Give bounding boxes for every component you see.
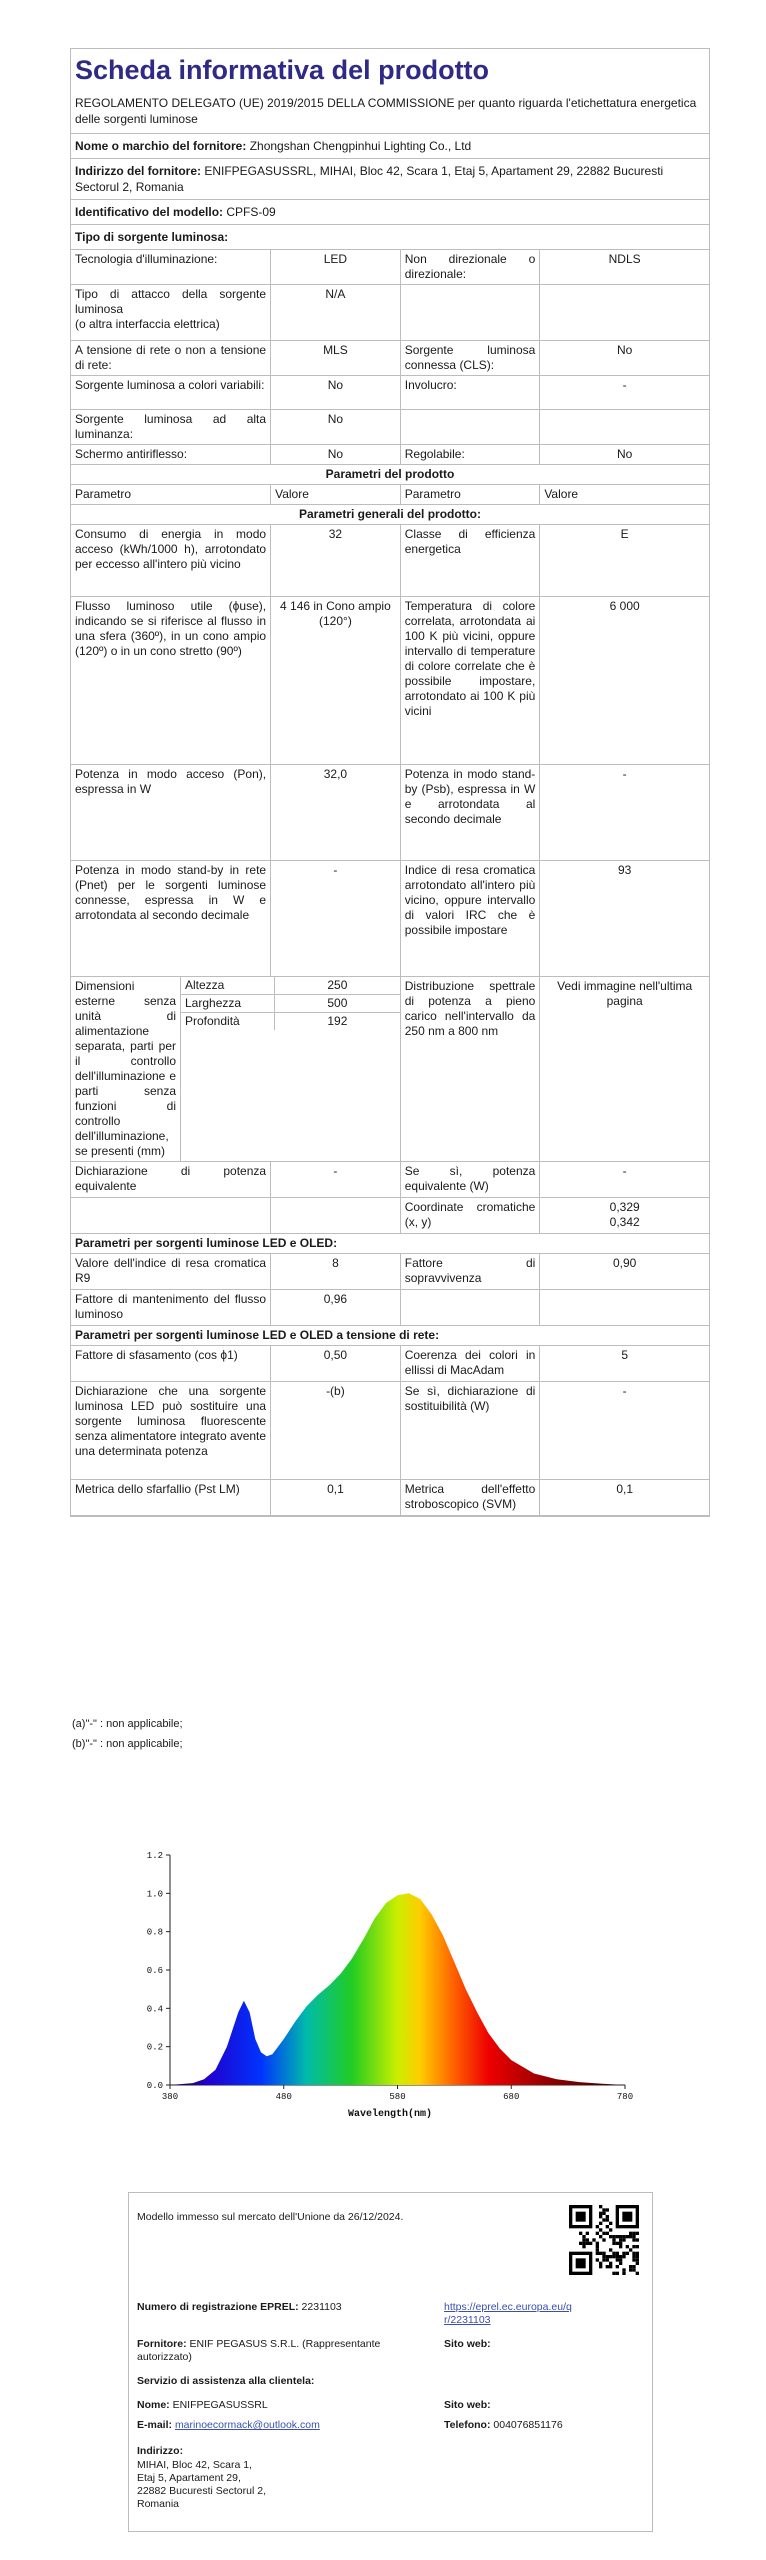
param-label: Metrica dell'effetto stroboscopico (SVM) [400, 1480, 540, 1516]
table-row [71, 1254, 709, 1290]
y-tick-label: 0.0 [146, 2081, 163, 2091]
param-label: Se sì, dichiarazione di sostituibilità (W) [400, 1382, 540, 1480]
param-value: - [271, 861, 401, 977]
param-value: 0,329 0,342 [540, 1198, 709, 1234]
table-row [71, 465, 709, 485]
product-information-sheet [70, 48, 710, 1517]
x-tick-label: 780 [616, 2092, 634, 2102]
table-row [71, 1290, 709, 1326]
param-label: Involucro: [400, 376, 540, 410]
footnote-a: (a)"-" : non applicabile; [72, 1718, 183, 1730]
param-label [400, 410, 540, 445]
dimension-value: 250 [327, 978, 348, 992]
x-tick-label: 580 [389, 2092, 406, 2102]
model-id-label: Identificativo del modello: [75, 205, 224, 219]
spd-label: Distribuzione spettrale di potenza a pieno carico nell'intervallo da 250 nm a 800 nm [400, 977, 540, 1162]
table-row [71, 376, 709, 410]
param-label: Non direzionale o direzionale: [400, 250, 540, 285]
column-header: Valore [540, 485, 709, 505]
param-value: -(b) [271, 1382, 401, 1480]
column-header: Parametro [400, 485, 540, 505]
param-value: 0,1 [271, 1480, 401, 1516]
dimensions-label: Dimensioni esterne senza unità di alimentazione separata, parti per il controllo dell'illuminazione e parti senza funzioni di controllo dell'illuminazione, se presenti (mm) [71, 977, 181, 1161]
table-row [71, 341, 709, 376]
x-tick-label: 480 [275, 2092, 292, 2102]
param-value: 32 [271, 525, 401, 597]
dimension-label: Profondità [181, 1013, 275, 1030]
source-type-heading: Tipo di sorgente luminosa: [71, 225, 709, 250]
y-tick-label: 1.2 [146, 1851, 163, 1861]
param-value [540, 410, 709, 445]
param-label: Temperatura di colore correlata, arrotondata ai 100 K più vicini, oppure intervallo di temperature di colore correlate che è possibile impostare, arrotondato ai 100 K più vicini [400, 597, 540, 765]
customer-service-label: Servizio di assistenza alla clientela: [137, 2375, 315, 2387]
param-label: Tipo di attacco della sorgente luminosa (o altra interfaccia elettrica) [71, 285, 271, 341]
param-label: Sorgente luminosa ad alta luminanza: [71, 410, 271, 445]
y-tick-label: 0.2 [146, 2042, 163, 2053]
spd-value: Vedi immagine nell'ultima pagina [540, 977, 709, 1162]
param-label: Potenza in modo stand-by (Psb), espressa in W e arrotondata al secondo decimale [400, 765, 540, 861]
param-label: Indice di resa cromatica arrotondato all'intero più vicino, oppure intervallo di valori IRC che è possibile impostare [400, 861, 540, 977]
param-value: 93 [540, 861, 709, 977]
header [71, 49, 709, 134]
param-label: Potenza in modo stand-by in rete (Pnet) per le sorgenti luminose connesse, espressa in W e arrotondata al secondo decimale [71, 861, 271, 977]
table-row [71, 250, 709, 285]
general-params-heading: Parametri generali del prodotto: [71, 505, 709, 525]
param-value: E [540, 525, 709, 597]
regulation-text: REGOLAMENTO DELEGATO (UE) 2019/2015 DELLA COMMISSIONE per quanto riguarda l'etichettatura energetica delle sorgenti luminose [75, 96, 697, 126]
dimension-line [181, 977, 400, 995]
eprel-label: Numero di registrazione EPREL: [137, 2301, 299, 2313]
address-line: Romania [137, 2498, 180, 2510]
param-label: Schermo antiriflesso: [71, 445, 271, 465]
param-value: - [540, 1162, 709, 1198]
param-value: - [540, 376, 709, 410]
page-title: Scheda informativa del prodotto [75, 55, 490, 85]
dimensions-cell [71, 977, 400, 1162]
eprel-link[interactable]: https://eprel.ec.europa.eu/qr/2231103 [444, 2301, 572, 2326]
footnote-b: (b)"-" : non applicabile; [72, 1738, 183, 1750]
dimension-label: Altezza [181, 977, 275, 994]
address-line: 22882 Bucuresti Sectorul 2, [137, 2485, 266, 2497]
address-block [137, 2459, 266, 2511]
qr-code-icon[interactable] [569, 2205, 639, 2275]
supplier-name-row [71, 134, 709, 159]
table-row [71, 505, 709, 525]
param-label [400, 1290, 540, 1326]
email-label: E-mail: [137, 2419, 173, 2431]
table-row [71, 1382, 709, 1480]
param-value: 4 146 in Cono ampio (120°) [271, 597, 401, 765]
address-line: Etaj 5, Apartament 29, [137, 2472, 241, 2484]
param-value: 0,1 [540, 1480, 709, 1516]
param-value [540, 285, 709, 341]
param-value: MLS [271, 341, 401, 376]
param-value: 32,0 [271, 765, 401, 861]
param-label: Dichiarazione di potenza equivalente [71, 1162, 271, 1198]
param-label: Fattore di sfasamento (cos ϕ1) [71, 1346, 271, 1382]
market-note: Modello immesso sul mercato dell'Unione da 26/12/2024. [137, 2211, 404, 2223]
param-value: NDLS [540, 250, 709, 285]
table-row [71, 765, 709, 861]
param-label: Coerenza dei colori in ellissi di MacAdam [400, 1346, 540, 1382]
eu-registration-box [128, 2192, 653, 2532]
footnotes [72, 1714, 183, 1754]
table-row [71, 1198, 709, 1234]
eprel-value: 2231103 [301, 2301, 342, 2313]
param-value: No [271, 376, 401, 410]
param-label: Classe di efficienza energetica [400, 525, 540, 597]
table-row [71, 1326, 709, 1346]
column-header: Valore [271, 485, 401, 505]
website-label-1: Sito web: [444, 2338, 491, 2350]
supplier-address-label: Indirizzo del fornitore: [75, 164, 201, 178]
x-tick-label: 380 [161, 2092, 179, 2102]
dimension-label: Larghezza [181, 995, 275, 1012]
param-value [271, 1198, 401, 1234]
table-row [71, 485, 709, 505]
param-value: No [540, 445, 709, 465]
table-row [71, 861, 709, 977]
table-row [71, 1234, 709, 1254]
y-tick-label: 0.6 [146, 1966, 163, 1976]
table-row [71, 445, 709, 465]
dimensions-row [71, 977, 709, 1162]
param-label: Valore dell'indice di resa cromatica R9 [71, 1254, 271, 1290]
param-value: 0,90 [540, 1254, 709, 1290]
contact-name-value: ENIFPEGASUSSRL [172, 2399, 268, 2411]
supplier-address-value: ENIFPEGASUSSRL, MIHAI, Bloc 42, Scara 1, Etaj 5, Apartament 29, 22882 Bucuresti Sectorul 2, Romania [75, 164, 664, 194]
email-link[interactable]: marinoecormack@outlook.com [174, 2419, 320, 2431]
table-row [71, 285, 709, 341]
column-header: Parametro [71, 485, 271, 505]
param-value: No [271, 410, 401, 445]
website-label-2: Sito web: [444, 2399, 491, 2411]
y-tick-label: 0.4 [146, 2004, 163, 2015]
led-params-heading: Parametri per sorgenti luminose LED e OLED: [71, 1234, 709, 1254]
table-row [71, 1480, 709, 1516]
param-value: No [540, 341, 709, 376]
param-label: Sorgente luminosa connessa (CLS): [400, 341, 540, 376]
param-label: Fattore di sopravvivenza [400, 1254, 540, 1290]
contact-name-label: Nome: [137, 2399, 170, 2411]
table-row [71, 597, 709, 765]
dimension-value: 500 [327, 996, 348, 1010]
param-label: Consumo di energia in modo acceso (kWh/1000 h), arrotondato per eccesso all'intero più vicino [71, 525, 271, 597]
dimension-value: 192 [327, 1014, 348, 1028]
model-id-row [71, 200, 709, 225]
param-label: Sorgente luminosa a colori variabili: [71, 376, 271, 410]
param-value: N/A [271, 285, 401, 341]
param-value: - [540, 1382, 709, 1480]
param-value: - [271, 1162, 401, 1198]
supplier-name-label: Nome o marchio del fornitore: [75, 139, 247, 153]
param-label: Dichiarazione che una sorgente luminosa LED può sostituire una sorgente luminosa fluorescente senza alimentatore integrato avente una determinata potenza [71, 1382, 271, 1480]
param-label: Tecnologia d'illuminazione: [71, 250, 271, 285]
param-label [400, 285, 540, 341]
param-value: No [271, 445, 401, 465]
table-row [71, 1162, 709, 1198]
y-tick-label: 0.8 [146, 1927, 163, 1938]
param-value: 6 000 [540, 597, 709, 765]
param-label: A tensione di rete o non a tensione di rete: [71, 341, 271, 376]
supplier-address-row [71, 159, 709, 200]
spectral-distribution-chart [130, 1840, 640, 2125]
model-id-value: CPFS-09 [226, 205, 276, 219]
param-value: 8 [271, 1254, 401, 1290]
param-value: 0,96 [271, 1290, 401, 1326]
mains-params-heading: Parametri per sorgenti luminose LED e OLED a tensione di rete: [71, 1326, 709, 1346]
param-label: Se sì, potenza equivalente (W) [400, 1162, 540, 1198]
params-heading: Parametri del prodotto [71, 465, 709, 485]
param-value [540, 1290, 709, 1326]
param-label: Regolabile: [400, 445, 540, 465]
supplier-name-value: Zhongshan Chengpinhui Lighting Co., Ltd [249, 139, 472, 153]
phone-label: Telefono: [444, 2419, 491, 2431]
param-label [71, 1198, 271, 1234]
supplier-label-eu: Fornitore: [137, 2338, 187, 2350]
phone-value: 004076851176 [493, 2419, 563, 2431]
table-row [71, 1346, 709, 1382]
table-row [71, 410, 709, 445]
param-value: 5 [540, 1346, 709, 1382]
x-axis-label: Wavelength(nm) [347, 2109, 433, 2120]
param-label: Coordinate cromatiche (x, y) [400, 1198, 540, 1234]
param-value: - [540, 765, 709, 861]
address-line: MIHAI, Bloc 42, Scara 1, [137, 2459, 252, 2471]
x-tick-label: 680 [503, 2092, 520, 2102]
spectrum-area [170, 1893, 625, 2085]
param-value: 0,50 [271, 1346, 401, 1382]
supplier-value-eu: ENIF PEGASUS S.R.L. (Rappresentante autorizzato) [137, 2338, 381, 2363]
param-value: LED [271, 250, 401, 285]
param-label: Metrica dello sfarfallio (Pst LM) [71, 1480, 271, 1516]
dimension-line [181, 995, 400, 1013]
address-label: Indirizzo: [137, 2445, 184, 2457]
spec-table [71, 250, 709, 1516]
table-row [71, 525, 709, 597]
param-label: Potenza in modo acceso (Pon), espressa in W [71, 765, 271, 861]
param-label: Flusso luminoso utile (ϕuse), indicando se si riferisce al flusso in una sfera (360º), in un cono ampio (120º) o in un cono stretto (90º) [71, 597, 271, 765]
y-tick-label: 1.0 [146, 1889, 163, 1900]
param-label: Fattore di mantenimento del flusso luminoso [71, 1290, 271, 1326]
dimension-line [181, 1013, 400, 1030]
